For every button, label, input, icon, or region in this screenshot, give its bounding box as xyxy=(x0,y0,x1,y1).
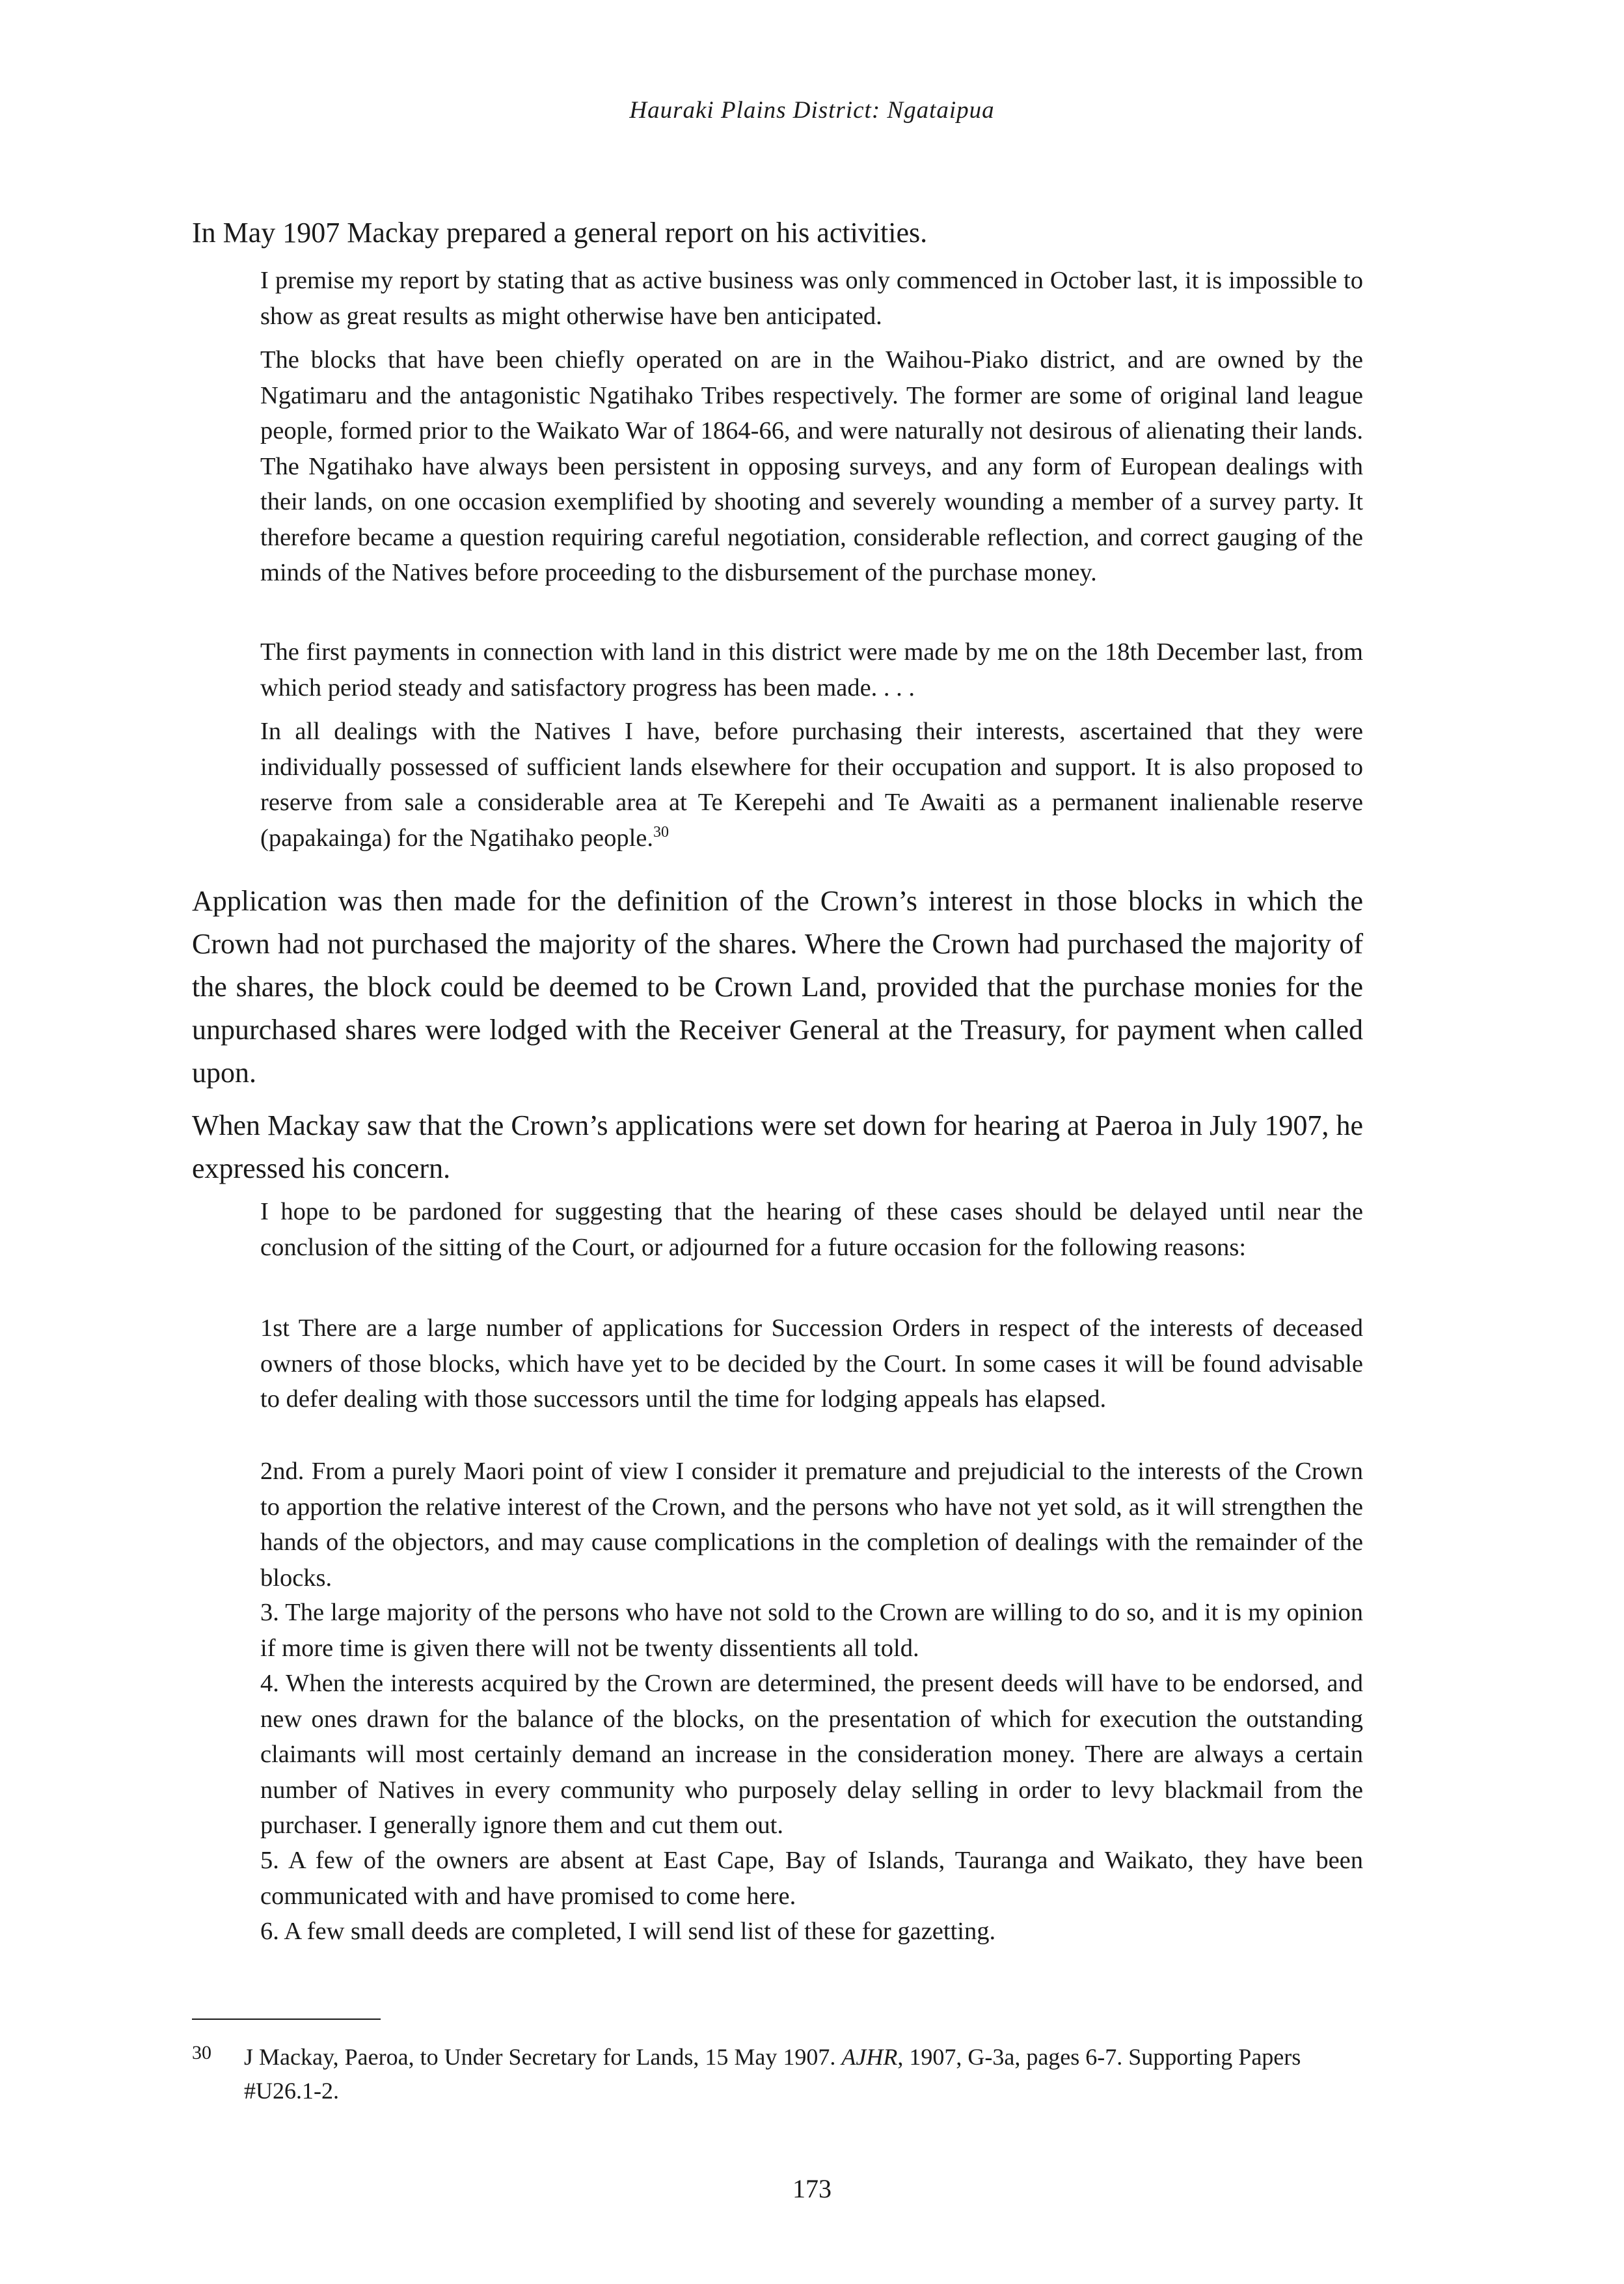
body-paragraph-1: In May 1907 Mackay prepared a general report on his activities. xyxy=(192,217,928,249)
body-paragraph-2: Application was then made for the definition of the Crown’s interest in those blocks in which the Crown had not purchased the majority of the shares. Where the Crown had purchased the majority of the shares, the block could be deemed to be Crown Land, provided that the purchase monies for the unpurchased shares were lodged with the Receiver General at the Treasury, for payment when called upon. xyxy=(192,885,1363,1089)
quote-2-reason-3: 3. The large majority of the persons who have not sold to the Crown are willing to do so, and it is my opinion if more time is given there will not be twenty dissentients all told. xyxy=(260,1599,1363,1662)
quote-2-reason-4: 4. When the interests acquired by the Crown are determined, the present deeds will have to be endorsed, and new ones drawn for the balance of the blocks, on the presentation of which for execution the outstanding claimants will most certainly demand an increase in the consideration money. There are always a certain number of Natives in every community who purposely delay selling in order to levy blackmail from the purchaser. I generally ignore them and cut them out. xyxy=(260,1670,1363,1839)
page-number: 173 xyxy=(792,2174,832,2203)
quote-1-paragraph-2: The blocks that have been chiefly operated on are in the Waihou-Piako district, and are owned by the Ngatimaru and the antagonistic Ngatihako Tribes respectively. The former are some of original land league people, formed prior to the Waikato War of 1864-66, and were naturally not desirous of alienating their lands. The Ngatihako have always been persistent in opposing surveys, and any form of European dealings with their lands, on one occasion exemplified by shooting and severely wounding a member of a survey party. It therefore became a question requiring careful negotiation, considerable reflection, and correct gauging of the minds of the Natives before proceeding to the disbursement of the purchase money. xyxy=(260,346,1363,586)
running-header: Hauraki Plains District: Ngataipua xyxy=(629,97,995,124)
quote-2-reason-6: 6. A few small deeds are completed, I will send list of these for gazetting. xyxy=(260,1918,996,1945)
quote-1-paragraph-3: The first payments in connection with land in this district were made by me on the 18th December last, from which period steady and satisfactory progress has been made. . . . xyxy=(260,638,1363,701)
footnote-text xyxy=(244,2040,1363,2108)
body-paragraph-3: When Mackay saw that the Crown’s applications were set down for hearing at Paeroa in July 1907, he expressed his concern. xyxy=(192,1109,1363,1184)
footnote-separator xyxy=(192,2019,381,2020)
quote-2-intro: I hope to be pardoned for suggesting that the hearing of these cases should be delayed until near the conclusion of the sitting of the Court, or adjourned for a future occasion for the following reasons: xyxy=(260,1198,1363,1261)
quote-2-reason-1: 1st There are a large number of applications for Succession Orders in respect of the interests of deceased owners of those blocks, which have yet to be decided by the Court. In some cases it will be found advisable to defer dealing with those successors until the time for lodging appeals has elapsed. xyxy=(260,1314,1363,1413)
footnote-text-before: J Mackay, Paeroa, to Under Secretary for Lands, 15 May 1907. xyxy=(244,2044,842,2070)
quote-1-paragraph-4 xyxy=(260,714,1363,856)
quote-1-paragraph-4-text: In all dealings with the Natives I have, before purchasing their interests, ascertained that they were individually possessed of sufficient lands elsewhere for their occupation and support. It is also proposed to reserve from sale a considerable area at Te Kerepehi and Te Awaiti as a permanent inalienable reserve (papakainga) for the Ngatihako people. xyxy=(260,718,1363,852)
quote-2-reason-5: 5. A few of the owners are absent at East Cape, Bay of Islands, Tauranga and Waikato, they have been communicated with and have promised to come here. xyxy=(260,1847,1363,1910)
footnote-text-after: , 1907, G-3a, pages 6-7. Supporting Papers #U26.1-2. xyxy=(244,2044,1301,2104)
footnote-reference: 30 xyxy=(653,823,669,841)
quote-1-paragraph-1: I premise my report by stating that as active business was only commenced in October last, it is impossible to show as great results as might otherwise have ben anticipated. xyxy=(260,267,1363,330)
footnote-number: 30 xyxy=(192,2042,211,2063)
quote-2-reason-2: 2nd. From a purely Maori point of view I consider it premature and prejudicial to the interests of the Crown to apportion the relative interest of the Crown, and the persons who have not yet sold, as it will strengthen the hands of the objectors, and may cause complications in the completion of dealings with the remainder of the blocks. xyxy=(260,1458,1363,1592)
footnote-journal: AJHR xyxy=(841,2044,898,2070)
